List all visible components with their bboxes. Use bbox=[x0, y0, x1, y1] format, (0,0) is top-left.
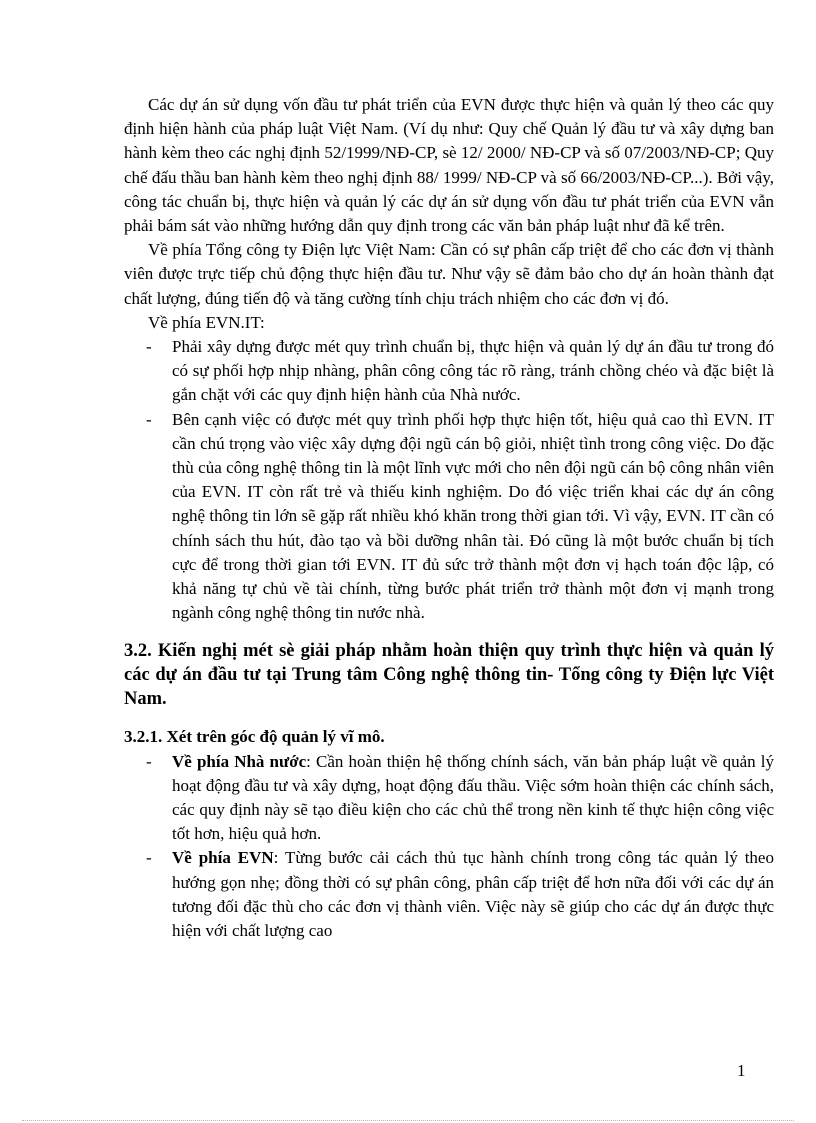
bullet-dash: - bbox=[146, 848, 152, 868]
list-item bbox=[124, 750, 774, 847]
section-heading-3-2: 3.2. Kiến nghị mét sè giải pháp nhằm hoàn thiện quy trình thực hiện và quản lý các dự án đầu tư tại Trung tâm Công nghệ thông tin- Tổng công ty Điện lực Việt Nam. bbox=[124, 641, 774, 710]
paragraph-evn-corporation-view: Về phía Tổng công ty Điện lực Việt Nam: Cần có sự phân cấp triệt để cho các đơn vị thành viên được trực tiếp chủ động thực hiện đầu tư. Như vậy sẽ đảm bảo cho dự án hoàn thành đạt chất lượng, đúng tiến độ và tăng cường tính chịu trách nhiệm cho các đơn vị đó. bbox=[124, 240, 774, 308]
list-item bbox=[124, 335, 774, 408]
page-number: 1 bbox=[737, 1061, 746, 1080]
bullet-dash: - bbox=[146, 337, 152, 357]
evn-it-bullet-list bbox=[124, 335, 774, 625]
list-item-text: Bên cạnh việc có được mét quy trình phối hợp thực hiện tốt, hiệu quả cao thì EVN. IT cần chú trọng vào việc xây dựng đội ngũ cán bộ giỏi, nhiệt tình trong công việc. Do đặc thù của công nghệ thông tin là một lĩnh vực mới cho nên đội ngũ cán bộ công nhân viên của EVN. IT còn rất trẻ và thiếu kinh nghiệm. Do đó việc triển khai các dự án công nghệ thông tin lớn sẽ gặp rất nhiều khó khăn trong thời gian tới. Vì vậy, EVN. IT cần có chính sách thu hút, đào tạo và bồi dưỡng nhân tài. Đó cũng là một bước chuẩn bị tích cực để trong thời gian tới EVN. IT đủ sức trở thành một đơn vị hạch toán độc lập, có khả năng tự chủ về tài chính, từng bước phát triển trở thành một đơn vị mạnh trong ngành công nghệ thông tin nước nhà. bbox=[172, 409, 774, 623]
bullet-dash: - bbox=[146, 409, 152, 429]
list-item-text: Phải xây dựng được mét quy trình chuẩn bị, thực hiện và quản lý dự án đầu tư trong đó có sự phối hợp nhịp nhàng, phân công công tác rõ ràng, tránh chồng chéo và đặc biệt là gắn chặt với các quy định hiện hành của Nhà nước. bbox=[172, 337, 774, 405]
list-item bbox=[124, 846, 774, 943]
document-body bbox=[124, 93, 774, 943]
list-item-text: : Từng bước cải cách thủ tục hành chính trong công tác quản lý theo hướng gọn nhẹ; đồng thời có sự phân công, phân cấp triệt để hơn nữa đối với các dự án tương đối đặc thù cho các đơn vị thành viên. Việc này sẽ giúp cho các dự án được thực hiện với chất lượng cao bbox=[172, 848, 774, 941]
list-item bbox=[124, 408, 774, 626]
bullet-dash: - bbox=[146, 751, 152, 771]
paragraph-evn-it-intro: Về phía EVN.IT: bbox=[148, 312, 265, 332]
macro-management-bullet-list bbox=[124, 750, 774, 944]
paragraph-evn-investment-regulations: Các dự án sử dụng vốn đầu tư phát triển của EVN được thực hiện và quản lý theo các quy định hiện hành của pháp luật Việt Nam. (Ví dụ như: Quy chế Quản lý đầu tư và xây dựng ban hành kèm theo các nghị định 52/1999/NĐ-CP, sè 12/ 2000/ NĐ-CP và số 07/2003/NĐ-CP; Quy chế đấu thầu ban hành kèm theo nghị định 88/ 1999/ NĐ-CP và số 66/2003/NĐ-CP...). Bởi vậy, công tác chuẩn bị, thực hiện và quản lý các dự án sử dụng vốn đầu tư phát triển của EVN vẫn phải bám sát vào những hướng dẫn quy định trong các văn bản pháp luật như đã kể trên. bbox=[124, 95, 774, 236]
section-heading-3-2-1: 3.2.1. Xét trên góc độ quản lý vĩ mô. bbox=[124, 727, 385, 747]
list-item-label: Về phía EVN bbox=[172, 848, 274, 868]
page-bottom-divider bbox=[22, 1120, 794, 1121]
list-item-text: : Cần hoàn thiện hệ thống chính sách, văn bản pháp luật về quản lý hoạt động đầu tư và xây dựng, hoạt động đấu thầu. Việc sớm hoàn thiện các chính sách, các quy định này sẽ tạo điều kiện cho các chủ thể trong nền kinh tế thực hiện công việc tốt hơn, hiệu quả hơn. bbox=[172, 751, 774, 844]
list-item-label: Về phía Nhà nước bbox=[172, 751, 307, 771]
